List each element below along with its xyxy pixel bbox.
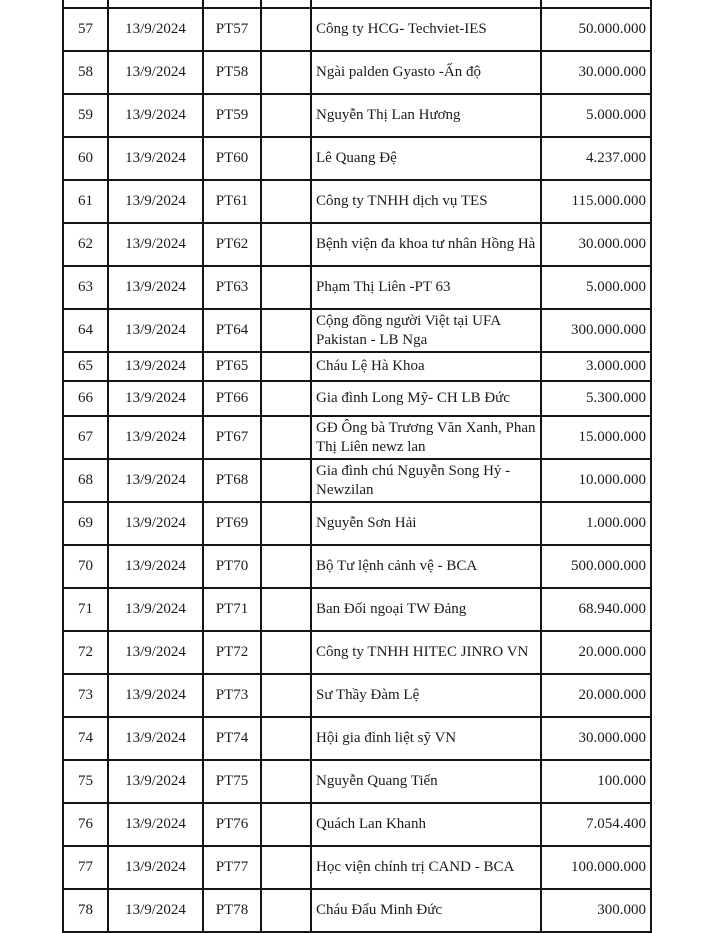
blank-cell <box>261 545 311 588</box>
table-row <box>63 502 651 545</box>
amount-cell: 1.000.000 <box>541 502 651 545</box>
blank-cell <box>261 760 311 803</box>
date-cell: 13/9/2024 <box>108 352 203 381</box>
date-cell: 13/9/2024 <box>108 416 203 459</box>
amount-cell: 30.000.000 <box>541 51 651 94</box>
receipt-code-cell: PT58 <box>203 51 261 94</box>
table-row <box>63 180 651 223</box>
date-cell: 13/9/2024 <box>108 266 203 309</box>
receipt-code-cell: PT70 <box>203 545 261 588</box>
amount-cell: 5.000.000 <box>541 94 651 137</box>
donor-name-cell: Ban Đối ngoại TW Đảng <box>311 588 541 631</box>
donation-table-body <box>63 0 651 932</box>
donor-name-cell: Ngài palden Gyasto -Ấn độ <box>311 51 541 94</box>
date-cell: 13/9/2024 <box>108 459 203 502</box>
cropped-cell <box>311 0 541 8</box>
date-cell: 13/9/2024 <box>108 545 203 588</box>
row-number-cell: 66 <box>63 381 108 416</box>
row-number-cell: 61 <box>63 180 108 223</box>
cropped-cell <box>203 0 261 8</box>
table-row <box>63 717 651 760</box>
cropped-cell <box>63 0 108 8</box>
date-cell: 13/9/2024 <box>108 137 203 180</box>
donor-name-cell: Cháu Đẩu Minh Đức <box>311 889 541 932</box>
table-row <box>63 223 651 266</box>
table-row <box>63 846 651 889</box>
date-cell: 13/9/2024 <box>108 502 203 545</box>
receipt-code-cell: PT60 <box>203 137 261 180</box>
table-row <box>63 459 651 502</box>
amount-cell: 10.000.000 <box>541 459 651 502</box>
table-row <box>63 309 651 352</box>
donor-name-cell: Học viện chính trị CAND - BCA <box>311 846 541 889</box>
blank-cell <box>261 8 311 51</box>
donor-name-cell: Gia đình chú Nguyễn Song Hỷ - Newzilan <box>311 459 541 502</box>
amount-cell: 500.000.000 <box>541 545 651 588</box>
table-row <box>63 381 651 416</box>
row-number-cell: 77 <box>63 846 108 889</box>
date-cell: 13/9/2024 <box>108 94 203 137</box>
amount-cell: 300.000.000 <box>541 309 651 352</box>
amount-cell: 115.000.000 <box>541 180 651 223</box>
blank-cell <box>261 846 311 889</box>
blank-cell <box>261 803 311 846</box>
donor-name-cell: Nguyễn Quang Tiến <box>311 760 541 803</box>
table-row <box>63 51 651 94</box>
table-row <box>63 266 651 309</box>
receipt-code-cell: PT77 <box>203 846 261 889</box>
row-number-cell: 64 <box>63 309 108 352</box>
date-cell: 13/9/2024 <box>108 846 203 889</box>
amount-cell: 20.000.000 <box>541 674 651 717</box>
date-cell: 13/9/2024 <box>108 588 203 631</box>
blank-cell <box>261 889 311 932</box>
row-number-cell: 65 <box>63 352 108 381</box>
receipt-code-cell: PT72 <box>203 631 261 674</box>
date-cell: 13/9/2024 <box>108 51 203 94</box>
blank-cell <box>261 352 311 381</box>
receipt-code-cell: PT64 <box>203 309 261 352</box>
amount-cell: 3.000.000 <box>541 352 651 381</box>
amount-cell: 50.000.000 <box>541 8 651 51</box>
table-row <box>63 94 651 137</box>
receipt-code-cell: PT71 <box>203 588 261 631</box>
receipt-code-cell: PT68 <box>203 459 261 502</box>
row-number-cell: 68 <box>63 459 108 502</box>
blank-cell <box>261 459 311 502</box>
donor-name-cell: Quách Lan Khanh <box>311 803 541 846</box>
date-cell: 13/9/2024 <box>108 309 203 352</box>
receipt-code-cell: PT73 <box>203 674 261 717</box>
table-row <box>63 588 651 631</box>
table-row <box>63 803 651 846</box>
blank-cell <box>261 502 311 545</box>
row-number-cell: 72 <box>63 631 108 674</box>
row-number-cell: 70 <box>63 545 108 588</box>
amount-cell: 30.000.000 <box>541 717 651 760</box>
row-number-cell: 73 <box>63 674 108 717</box>
row-number-cell: 78 <box>63 889 108 932</box>
receipt-code-cell: PT62 <box>203 223 261 266</box>
donor-name-cell: Gia đình Long Mỹ- CH LB Đức <box>311 381 541 416</box>
receipt-code-cell: PT63 <box>203 266 261 309</box>
row-number-cell: 60 <box>63 137 108 180</box>
donor-name-cell: Cháu Lệ Hà Khoa <box>311 352 541 381</box>
table-row <box>63 352 651 381</box>
amount-cell: 4.237.000 <box>541 137 651 180</box>
row-number-cell: 69 <box>63 502 108 545</box>
donor-name-cell: Nguyễn Sơn Hải <box>311 502 541 545</box>
donor-name-cell: Phạm Thị Liên -PT 63 <box>311 266 541 309</box>
amount-cell: 15.000.000 <box>541 416 651 459</box>
amount-cell: 68.940.000 <box>541 588 651 631</box>
receipt-code-cell: PT75 <box>203 760 261 803</box>
blank-cell <box>261 51 311 94</box>
blank-cell <box>261 266 311 309</box>
blank-cell <box>261 674 311 717</box>
donation-table <box>62 0 652 933</box>
cropped-cell <box>541 0 651 8</box>
table-row <box>63 631 651 674</box>
date-cell: 13/9/2024 <box>108 8 203 51</box>
receipt-code-cell: PT59 <box>203 94 261 137</box>
row-number-cell: 67 <box>63 416 108 459</box>
table-row <box>63 8 651 51</box>
row-number-cell: 58 <box>63 51 108 94</box>
receipt-code-cell: PT78 <box>203 889 261 932</box>
donor-name-cell: Công ty HCG- Techviet-IES <box>311 8 541 51</box>
blank-cell <box>261 381 311 416</box>
table-row <box>63 545 651 588</box>
donor-name-cell: Sư Thầy Đàm Lệ <box>311 674 541 717</box>
blank-cell <box>261 309 311 352</box>
receipt-code-cell: PT76 <box>203 803 261 846</box>
receipt-code-cell: PT66 <box>203 381 261 416</box>
cropped-cell <box>261 0 311 8</box>
cropped-cell <box>108 0 203 8</box>
row-number-cell: 59 <box>63 94 108 137</box>
table-row <box>63 760 651 803</box>
row-number-cell: 62 <box>63 223 108 266</box>
date-cell: 13/9/2024 <box>108 223 203 266</box>
row-number-cell: 75 <box>63 760 108 803</box>
row-number-cell: 57 <box>63 8 108 51</box>
receipt-code-cell: PT69 <box>203 502 261 545</box>
amount-cell: 30.000.000 <box>541 223 651 266</box>
blank-cell <box>261 717 311 760</box>
table-row <box>63 416 651 459</box>
date-cell: 13/9/2024 <box>108 717 203 760</box>
amount-cell: 300.000 <box>541 889 651 932</box>
receipt-code-cell: PT65 <box>203 352 261 381</box>
date-cell: 13/9/2024 <box>108 760 203 803</box>
donor-name-cell: GĐ Ông bà Trương Văn Xanh, Phan Thị Liên newz lan <box>311 416 541 459</box>
amount-cell: 5.000.000 <box>541 266 651 309</box>
amount-cell: 20.000.000 <box>541 631 651 674</box>
receipt-code-cell: PT67 <box>203 416 261 459</box>
table-row <box>63 137 651 180</box>
receipt-code-cell: PT61 <box>203 180 261 223</box>
donor-name-cell: Cộng đồng người Việt tại UFA Pakistan - LB Nga <box>311 309 541 352</box>
cropped-top-row <box>63 0 651 8</box>
date-cell: 13/9/2024 <box>108 674 203 717</box>
blank-cell <box>261 588 311 631</box>
date-cell: 13/9/2024 <box>108 180 203 223</box>
amount-cell: 5.300.000 <box>541 381 651 416</box>
blank-cell <box>261 223 311 266</box>
donor-name-cell: Công ty TNHH dịch vụ TES <box>311 180 541 223</box>
table-row <box>63 674 651 717</box>
row-number-cell: 63 <box>63 266 108 309</box>
blank-cell <box>261 180 311 223</box>
row-number-cell: 76 <box>63 803 108 846</box>
date-cell: 13/9/2024 <box>108 631 203 674</box>
receipt-code-cell: PT57 <box>203 8 261 51</box>
blank-cell <box>261 416 311 459</box>
donor-name-cell: Lê Quang Đệ <box>311 137 541 180</box>
blank-cell <box>261 631 311 674</box>
date-cell: 13/9/2024 <box>108 889 203 932</box>
date-cell: 13/9/2024 <box>108 803 203 846</box>
donor-name-cell: Bệnh viện đa khoa tư nhân Hồng Hà <box>311 223 541 266</box>
row-number-cell: 74 <box>63 717 108 760</box>
donor-name-cell: Bộ Tư lệnh cảnh vệ - BCA <box>311 545 541 588</box>
receipt-code-cell: PT74 <box>203 717 261 760</box>
amount-cell: 100.000 <box>541 760 651 803</box>
row-number-cell: 71 <box>63 588 108 631</box>
blank-cell <box>261 94 311 137</box>
donor-name-cell: Hội gia đình liệt sỹ VN <box>311 717 541 760</box>
amount-cell: 7.054.400 <box>541 803 651 846</box>
amount-cell: 100.000.000 <box>541 846 651 889</box>
blank-cell <box>261 137 311 180</box>
date-cell: 13/9/2024 <box>108 381 203 416</box>
table-row <box>63 889 651 932</box>
donor-name-cell: Nguyễn Thị Lan Hương <box>311 94 541 137</box>
donor-name-cell: Công ty TNHH HITEC JINRO VN <box>311 631 541 674</box>
